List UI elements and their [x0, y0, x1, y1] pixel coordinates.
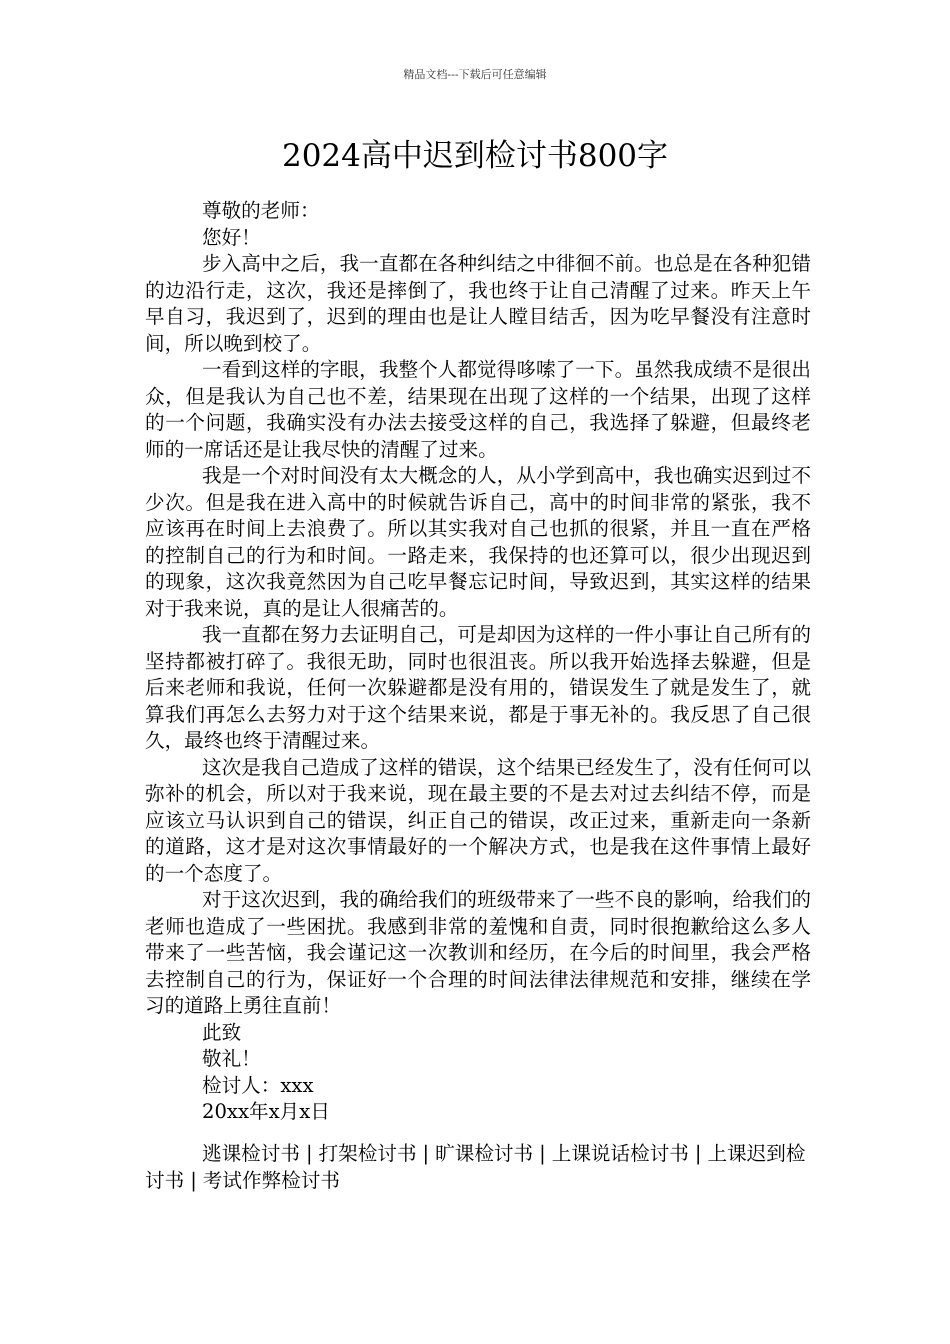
document-body	[145, 198, 811, 1126]
related-link[interactable]: 旷课检讨书	[435, 1142, 534, 1165]
separator: |	[539, 1142, 546, 1165]
related-link[interactable]: 上课说话检讨书	[551, 1142, 689, 1165]
separator: |	[190, 1168, 197, 1192]
related-link[interactable]: 打架检讨书	[318, 1142, 417, 1165]
salutation: 尊敬的老师：	[202, 199, 320, 222]
closing-line-1: 此致	[202, 1020, 242, 1044]
greeting: 您好！	[202, 225, 261, 249]
body-paragraph-5: 这次是我自己造成了这样的错误，这个结果已经发生了，没有任何可以弥补的机会，所以对于我来说，现在最主要的不是去对过去纠结不停，而是应该立马认识到自己的错误，纠正自己的错误，改正过来，重新走向一条新的道路，这才是对这次事情最好的一个解决方式，也是我在这件事情上最好的一个态度了。	[145, 755, 811, 885]
separator: |	[305, 1142, 313, 1165]
signer: 检讨人：xxx	[202, 1073, 314, 1097]
header-note: 精品文档---下载后可任意编辑	[403, 68, 547, 81]
related-links	[145, 1141, 811, 1194]
closing-line-2: 敬礼！	[202, 1047, 261, 1070]
body-paragraph-4: 我一直都在努力去证明自己，可是却因为这样的一件小事让自己所有的坚持都被打碎了。我很无助，同时也很沮丧。所以我开始选择去躲避，但是后来老师和我说，任何一次躲避都是没有用的，错误发生了就是发生了，就算我们再怎么去努力对于这个结果来说，都是于事无补的。我反思了自己很久，最终也终于清醒过来。	[145, 623, 811, 752]
body-paragraph-3: 我是一个对时间没有太大概念的人，从小学到高中，我也确实迟到过不少次。但是我在进入高中的时候就告诉自己，高中的时间非常的紧张，我不应该再在时间上去浪费了。所以其实我对自己也抓的很紧，并且一直在严格的控制自己的行为和时间。一路走来，我保持的也还算可以，很少出现迟到的现象，这次我竟然因为自己吃早餐忘记时间，导致迟到，其实这样的结果对于我来说，真的是让人很痛苦的。	[145, 464, 811, 620]
related-link[interactable]: 考试作弊检讨书	[202, 1168, 340, 1192]
body-paragraph-2: 一看到这样的字眼，我整个人都觉得哆嗦了一下。虽然我成绩不是很出众，但是我认为自己也不差，结果现在出现了这样的一个结果，出现了这样的一个问题，我确实没有办法去接受这样的自己，我选择了躲避，但最终老师的一席话还是让我尽快的清醒了过来。	[145, 358, 811, 461]
body-paragraph-1: 步入高中之后，我一直都在各种纠结之中徘徊不前。也总是在各种犯错的边沿行走，这次，我还是摔倒了，我也终于让自己清醒了过来。昨天上午早自习，我迟到了，迟到的理由也是让人瞠目结舌，因为吃早餐没有注意时间，所以晚到校了。	[145, 252, 811, 355]
body-paragraph-6: 对于这次迟到，我的确给我们的班级带来了一些不良的影响，给我们的老师也造成了一些困扰。我感到非常的羞愧和自责，同时很抱歉给这么多人带来了一些苦恼，我会谨记这一次教训和经历，在今后的时间里，我会严格去控制自己的行为，保证好一个合理的时间法律法律规范和安排，继续在学习的道路上勇往直前！	[145, 888, 811, 1017]
date: 20xx年x月x日	[202, 1100, 330, 1123]
separator: |	[422, 1142, 430, 1165]
related-link[interactable]: 逃课检讨书	[202, 1142, 300, 1165]
related-link[interactable]: 上课迟到检讨书	[145, 1142, 806, 1192]
separator: |	[694, 1142, 702, 1165]
document-title: 2024高中迟到检讨书800字	[281, 138, 669, 174]
